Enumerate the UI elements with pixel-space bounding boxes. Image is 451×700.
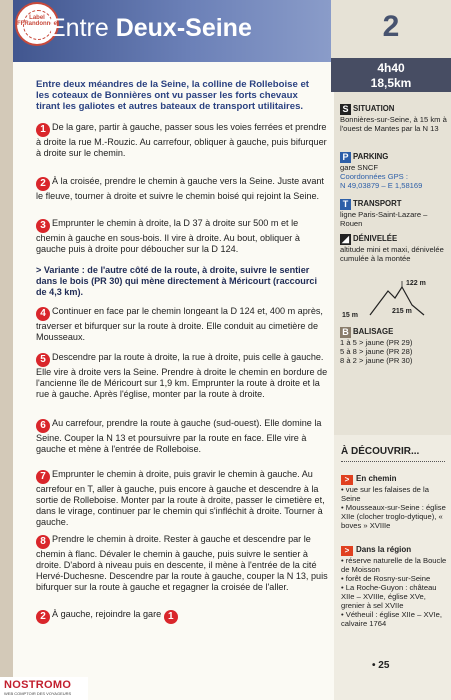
discover-section-region — [341, 545, 447, 628]
list-item: • réserve naturelle de la Boucle de Moisson — [341, 556, 447, 574]
route-title — [49, 14, 252, 43]
title-prefix: Entre — [49, 14, 116, 42]
balisage-label: BALISAGE — [353, 327, 394, 336]
situation-block — [340, 104, 448, 133]
distance: 18,5km — [370, 76, 412, 90]
title-name: Deux-Seine — [115, 14, 252, 42]
balisage-row: 8 à 2 > jaune (PR 30) — [340, 356, 413, 365]
list-item: • La Roche-Guyon : château XIIe – XVIIIe, église XVe, grenier à sel XVIIe — [341, 583, 437, 610]
arrow-right-icon: > — [341, 546, 353, 556]
step-8 — [36, 534, 328, 593]
gps-label: Coordonnées GPS : — [340, 172, 408, 181]
step-4 — [36, 306, 328, 343]
gps-coords: N 49,03879 – E 1,58169 — [340, 181, 423, 190]
parking-label: PARKING — [353, 152, 389, 161]
section-heading: En chemin — [356, 474, 397, 483]
step-text: Emprunter le chemin à droite, la D 37 à droite sur 500 m et le chemin à gauche en sous-bois. Il vire à droite. Au bout, obliquer à gauche puis à droite pour déboucher sur la D 124. — [36, 218, 300, 254]
transport-text: ligne Paris-Saint-Lazare – Rouen — [340, 210, 428, 228]
min-altitude-label: 15 m — [342, 312, 358, 319]
discover-divider — [341, 461, 445, 462]
situation-badge: S — [340, 104, 351, 115]
nostromo-watermark — [0, 677, 88, 700]
situation-label: SITUATION — [353, 104, 395, 113]
step-number: 4 — [36, 307, 50, 321]
section-heading: Dans la région — [356, 545, 412, 554]
step-6 — [36, 418, 328, 455]
step-3 — [36, 218, 328, 255]
step-number: 5 — [36, 353, 50, 367]
route-number: 2 — [382, 10, 400, 43]
denivelee-block — [340, 234, 448, 263]
duration: 4h40 — [377, 61, 405, 75]
end-point-number: 1 — [164, 610, 178, 624]
final-step — [36, 609, 328, 624]
balisage-badge: B — [340, 327, 351, 338]
denivelee-text: altitude mini et maxi, dénivelée cumulée à la montée — [340, 245, 444, 263]
discover-section-en-chemin — [341, 474, 447, 530]
variant-note: > Variante : de l'autre côté de la route, à droite, suivre le sentier dans le bois (PR 30) qui mène directement à Méricourt (raccourci de 4,3 km). — [36, 265, 317, 297]
step-5 — [36, 352, 328, 400]
step-2 — [36, 176, 328, 202]
step-text: Au carrefour, prendre la route à gauche (sud-ouest). Elle domine la Seine. Couper la N 13 et poursuivre par la route en face. Elle vire à gauche et mène à l'entrée de Rolleboise. — [36, 418, 322, 454]
elevation-profile — [340, 265, 445, 320]
parking-text: gare SNCF — [340, 163, 378, 172]
step-number: 7 — [36, 470, 50, 484]
step-text: Descendre par la route à droite, la rue à droite, puis celle à gauche. Elle vire à droite vers la Seine. Prendre à droite le chemin en bordure de l'ancienne île de Méricourt sur 1,9 km. Emprunter la route à droite et la rue à gauche. Après l'église, monter par la route à droite. — [36, 352, 328, 399]
header-bar — [13, 0, 331, 62]
step-text: De la gare, partir à gauche, passer sous les voies ferrées et prendre à droite la rue M.-Rouzic. Au carrefour, obliquer à gauche, puis bifurquer à droite sur le chemin. — [36, 122, 327, 158]
transport-badge: T — [340, 199, 351, 210]
step-text: À gauche, rejoindre la gare — [52, 609, 162, 619]
max-altitude-label: 122 m — [406, 280, 426, 287]
step-1 — [36, 122, 328, 159]
step-text: À la croisée, prendre le chemin à gauche vers la Seine. Juste avant le fleuve, tourner à droite et suivre le chemin boisé qui rejoint la Seine. — [36, 176, 324, 201]
route-number-box — [331, 0, 451, 58]
transport-label: TRANSPORT — [353, 199, 402, 208]
info-column — [334, 92, 451, 435]
watermark-tagline: WEB COMPTOIR DES VOYAGEURS — [4, 691, 72, 696]
parking-badge: P — [340, 152, 351, 163]
balisage-block — [340, 327, 448, 365]
logo-text: Label FFRandonnée — [17, 15, 57, 27]
step-text: Emprunter le chemin à droite, puis gravir le chemin à gauche. Au carrefour en T, aller à gauche, puis encore à gauche et descendre à la sortie de Rolleboise. Monter par la route à droite, passer le cimetière et, dans le virage, continuer par le chemin qui s'infléchit à droite. Tourner à gauche. — [36, 469, 325, 527]
step-number: 6 — [36, 419, 50, 433]
step-text: Continuer en face par le chemin longeant la D 124 et, 400 m après, traverser et bifurquer sur la route à droite. Elle conduit au cimetière de Mousseaux. — [36, 306, 323, 342]
list-item: • forêt de Rosny-sur-Seine — [341, 574, 431, 583]
transport-block — [340, 199, 448, 228]
summary-box — [331, 58, 451, 92]
step-number: 3 — [36, 219, 50, 233]
parking-block — [340, 152, 448, 190]
intro-paragraph: Entre deux méandres de la Seine, la colline de Rolleboise et les coteaux de Bonnières ont vu passer les forts chevaux tirant les galiotes et autres bateaux de transport utilitaires. — [36, 79, 309, 112]
step-text: Prendre le chemin à droite. Rester à gauche et descendre par le chemin à flanc. Dévaler le chemin à gauche, puis suivre le sentier à droite. D'abord à niveau puis en descente, il mène à l'entrée de la cité Hervé-Duchesne. Descendre par la route à gauche, couper la N 13, puis bifurquer sur la route à gauche et regagner la croisée de l'aller. — [36, 534, 328, 592]
step-7 — [36, 469, 328, 528]
step-number: 2 — [36, 610, 50, 624]
situation-text: Bonnières-sur-Seine, à 15 km à l'ouest de Mantes par la N 13 — [340, 115, 447, 133]
left-margin-strip — [0, 0, 13, 700]
denivelee-label: DÉNIVELÉE — [353, 234, 398, 243]
list-item: • Mousseaux-sur-Seine : église XIIe (clocher troglo-dytique), « boves » XVIIIe — [341, 503, 446, 530]
cumulated-gain-label: 215 m — [392, 308, 412, 315]
list-item: • vue sur les falaises de la Seine — [341, 485, 429, 503]
step-number: 8 — [36, 535, 50, 549]
step-number: 1 — [36, 123, 50, 137]
page-number: • 25 — [372, 660, 390, 671]
arrow-right-icon: > — [341, 475, 353, 485]
watermark-brand: NOSTROMO — [4, 679, 72, 691]
discover-title: À DÉCOUVRIR... — [341, 446, 420, 457]
balisage-row: 1 à 5 > jaune (PR 29) — [340, 338, 413, 347]
elevation-badge-icon: ◢ — [340, 234, 351, 245]
balisage-row: 5 à 8 > jaune (PR 28) — [340, 347, 413, 356]
step-number: 2 — [36, 177, 50, 191]
list-item: • Vétheuil : église XIIe – XVIe, calvaire 1764 — [341, 610, 443, 628]
